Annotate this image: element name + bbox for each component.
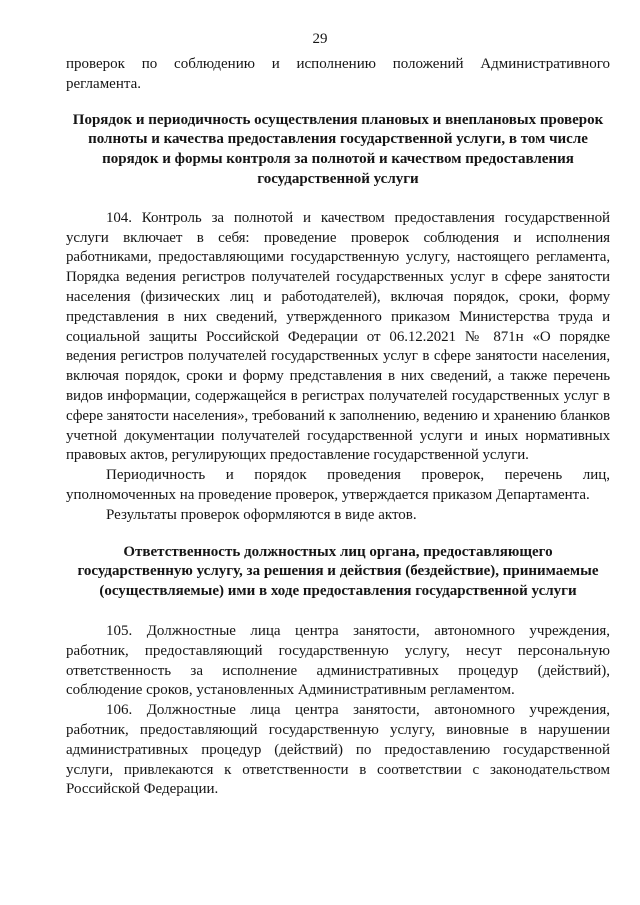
page-number: 29 xyxy=(312,31,328,47)
section-heading-inspections: Порядок и периодичность осуществления плановых и внеплановых проверок полноты и качества предоставления государственной услуги, в том числе порядок и формы контроля за полнотой и качеством предоставления государственной услуги xyxy=(72,111,604,187)
paragraph-results: Результаты проверок оформляются в виде актов. xyxy=(106,506,417,523)
paragraph-106: 106. Должностные лица центра занятости, автономного учреждения, работник, предоставляющий государственную услугу, виновные в нарушении административных процедур (действий) по предоставлению государственной услуги, привлекаются к ответственности в соответствии с законодательством Российской Федерации. xyxy=(66,702,610,798)
paragraph-periodicity: Периодичность и порядок проведения проверок, перечень лиц, уполномоченных на проведение проверок, утверждается приказом Департамента. xyxy=(66,467,610,503)
document-body xyxy=(66,55,610,800)
continuation-paragraph: проверок по соблюдению и исполнению положений Административного регламента. xyxy=(66,56,610,92)
paragraph-104: 104. Контроль за полнотой и качеством предоставления государственной услуги включает в себя: проведение проверок соблюдения и исполнения работниками, предоставляющими государственную услугу, настоящего регламента, Порядка ведения регистров получателей государственных услуг в сфере занятости населения (физических лиц и работодателей), включая порядок, сроки, форму представления в них сведений, утвержденного приказом Министерства труда и социальной защиты Российской Федерации от 06.12.2021 № 871н «О порядке ведения регистров получателей государственных услуг в сфере занятости населения, включая порядок, сроки и форму представления в них сведений, а также перечень видов информации, содержащейся в регистрах получателей государственных услуг в сфере занятости населения», требований к заполнению, ведению и хранению бланков учетной документации получателей государственной услуги и иных нормативных правовых актов, регулирующих предоставление государственной услуги. xyxy=(66,209,610,464)
paragraph-105: 105. Должностные лица центра занятости, автономного учреждения, работник, предоставляющий государственную услугу, несут персональную ответственность за исполнение административных процедур (действий), соблюдение сроков, установленных Административным регламентом. xyxy=(66,622,610,699)
section-heading-responsibility: Ответственность должностных лиц органа, предоставляющего государственную услугу, за решения и действия (бездействие), принимаемые (осуществляемые) ими в ходе предоставления государственной услуги xyxy=(77,543,599,600)
